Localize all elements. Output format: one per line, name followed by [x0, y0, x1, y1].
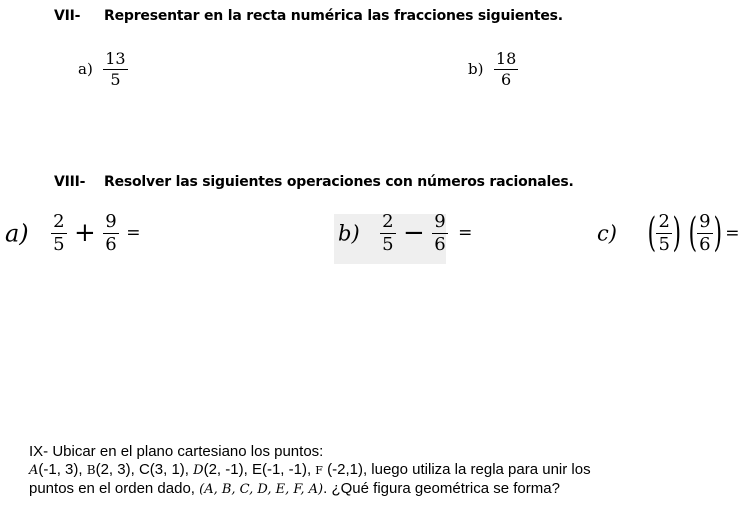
- point-name: D: [193, 463, 204, 478]
- separator: ,: [130, 461, 139, 478]
- point-coords: (2, -1): [203, 461, 244, 478]
- left-paren: (: [647, 210, 656, 257]
- section7-number: VII-: [54, 8, 81, 24]
- right-paren: ): [713, 210, 722, 257]
- left-paren: (: [688, 210, 697, 257]
- fraction-left: [51, 212, 66, 255]
- numerator: 13: [105, 49, 126, 68]
- item-label: a): [5, 219, 29, 248]
- section9-line3: [29, 480, 591, 499]
- fraction: [494, 50, 518, 88]
- minus-operator: −: [403, 218, 425, 249]
- point-coords: (-1, -1): [261, 461, 307, 478]
- section7-title: Representar en la recta numérica las fracciones siguientes.: [104, 8, 563, 24]
- denominator: 5: [110, 69, 121, 89]
- denominator: 6: [699, 233, 711, 255]
- fraction-right: [432, 212, 447, 255]
- item-label: c): [597, 221, 617, 246]
- line3-start: puntos en el orden dado,: [29, 480, 200, 497]
- fraction: [103, 50, 127, 88]
- numerator: 9: [699, 211, 711, 232]
- equals-sign: =: [725, 223, 739, 244]
- point-name: C: [138, 461, 150, 478]
- numerator: 2: [382, 211, 394, 232]
- section8-item-b: [338, 212, 472, 255]
- denominator: 5: [658, 233, 670, 255]
- numerator: 9: [105, 211, 117, 232]
- fraction-right: [697, 212, 712, 255]
- equals-sign: =: [458, 223, 473, 244]
- section7-item-a: [78, 50, 128, 88]
- section8-item-c: [597, 212, 739, 255]
- denominator: 5: [53, 233, 65, 255]
- right-paren: ): [672, 210, 682, 257]
- separator: ,: [78, 461, 87, 478]
- section8-title: Resolver las siguientes operaciones con números racionales.: [104, 174, 574, 190]
- numerator: 9: [434, 211, 446, 232]
- section8-item-a: [5, 212, 140, 255]
- line2-tail: , luego utiliza la regla para unir los: [362, 461, 591, 478]
- plus-operator: +: [74, 218, 96, 249]
- item-label: a): [78, 60, 93, 79]
- point-coords: (-1, 3): [38, 461, 79, 478]
- section9-line1: IX- Ubicar en el plano cartesiano los puntos:: [29, 443, 324, 460]
- item-label: b): [338, 221, 360, 246]
- fraction-right: [103, 212, 118, 255]
- section8-number: VIII-: [54, 174, 86, 190]
- denominator: 6: [434, 233, 446, 255]
- fraction-left: [656, 212, 671, 255]
- denominator: 6: [501, 69, 512, 89]
- separator: ,: [306, 461, 316, 478]
- fraction-left: [380, 212, 395, 255]
- point-name: F: [315, 464, 323, 477]
- line3-tail: . ¿Qué figura geométrica se forma?: [323, 480, 560, 497]
- section9-paragraph: [29, 443, 591, 499]
- point-coords: (-2,1): [322, 461, 363, 478]
- point-coords: (2, 3): [95, 461, 131, 478]
- equals-sign: =: [126, 223, 141, 244]
- section9-line2: [29, 461, 591, 480]
- point-name: B: [86, 463, 96, 477]
- point-order: (A, B, C, D, E, F, A): [199, 482, 324, 497]
- numerator: 18: [495, 49, 517, 68]
- numerator: 2: [658, 211, 670, 232]
- numerator: 2: [53, 211, 65, 232]
- section7-item-b: [468, 50, 518, 88]
- point-coords: (3, 1): [149, 461, 185, 478]
- point-name: E: [251, 461, 262, 478]
- denominator: 6: [105, 233, 117, 255]
- point-name: A: [29, 463, 39, 478]
- denominator: 5: [382, 233, 394, 255]
- separator: ,: [184, 461, 194, 478]
- separator: ,: [243, 461, 252, 478]
- item-label: b): [468, 60, 484, 79]
